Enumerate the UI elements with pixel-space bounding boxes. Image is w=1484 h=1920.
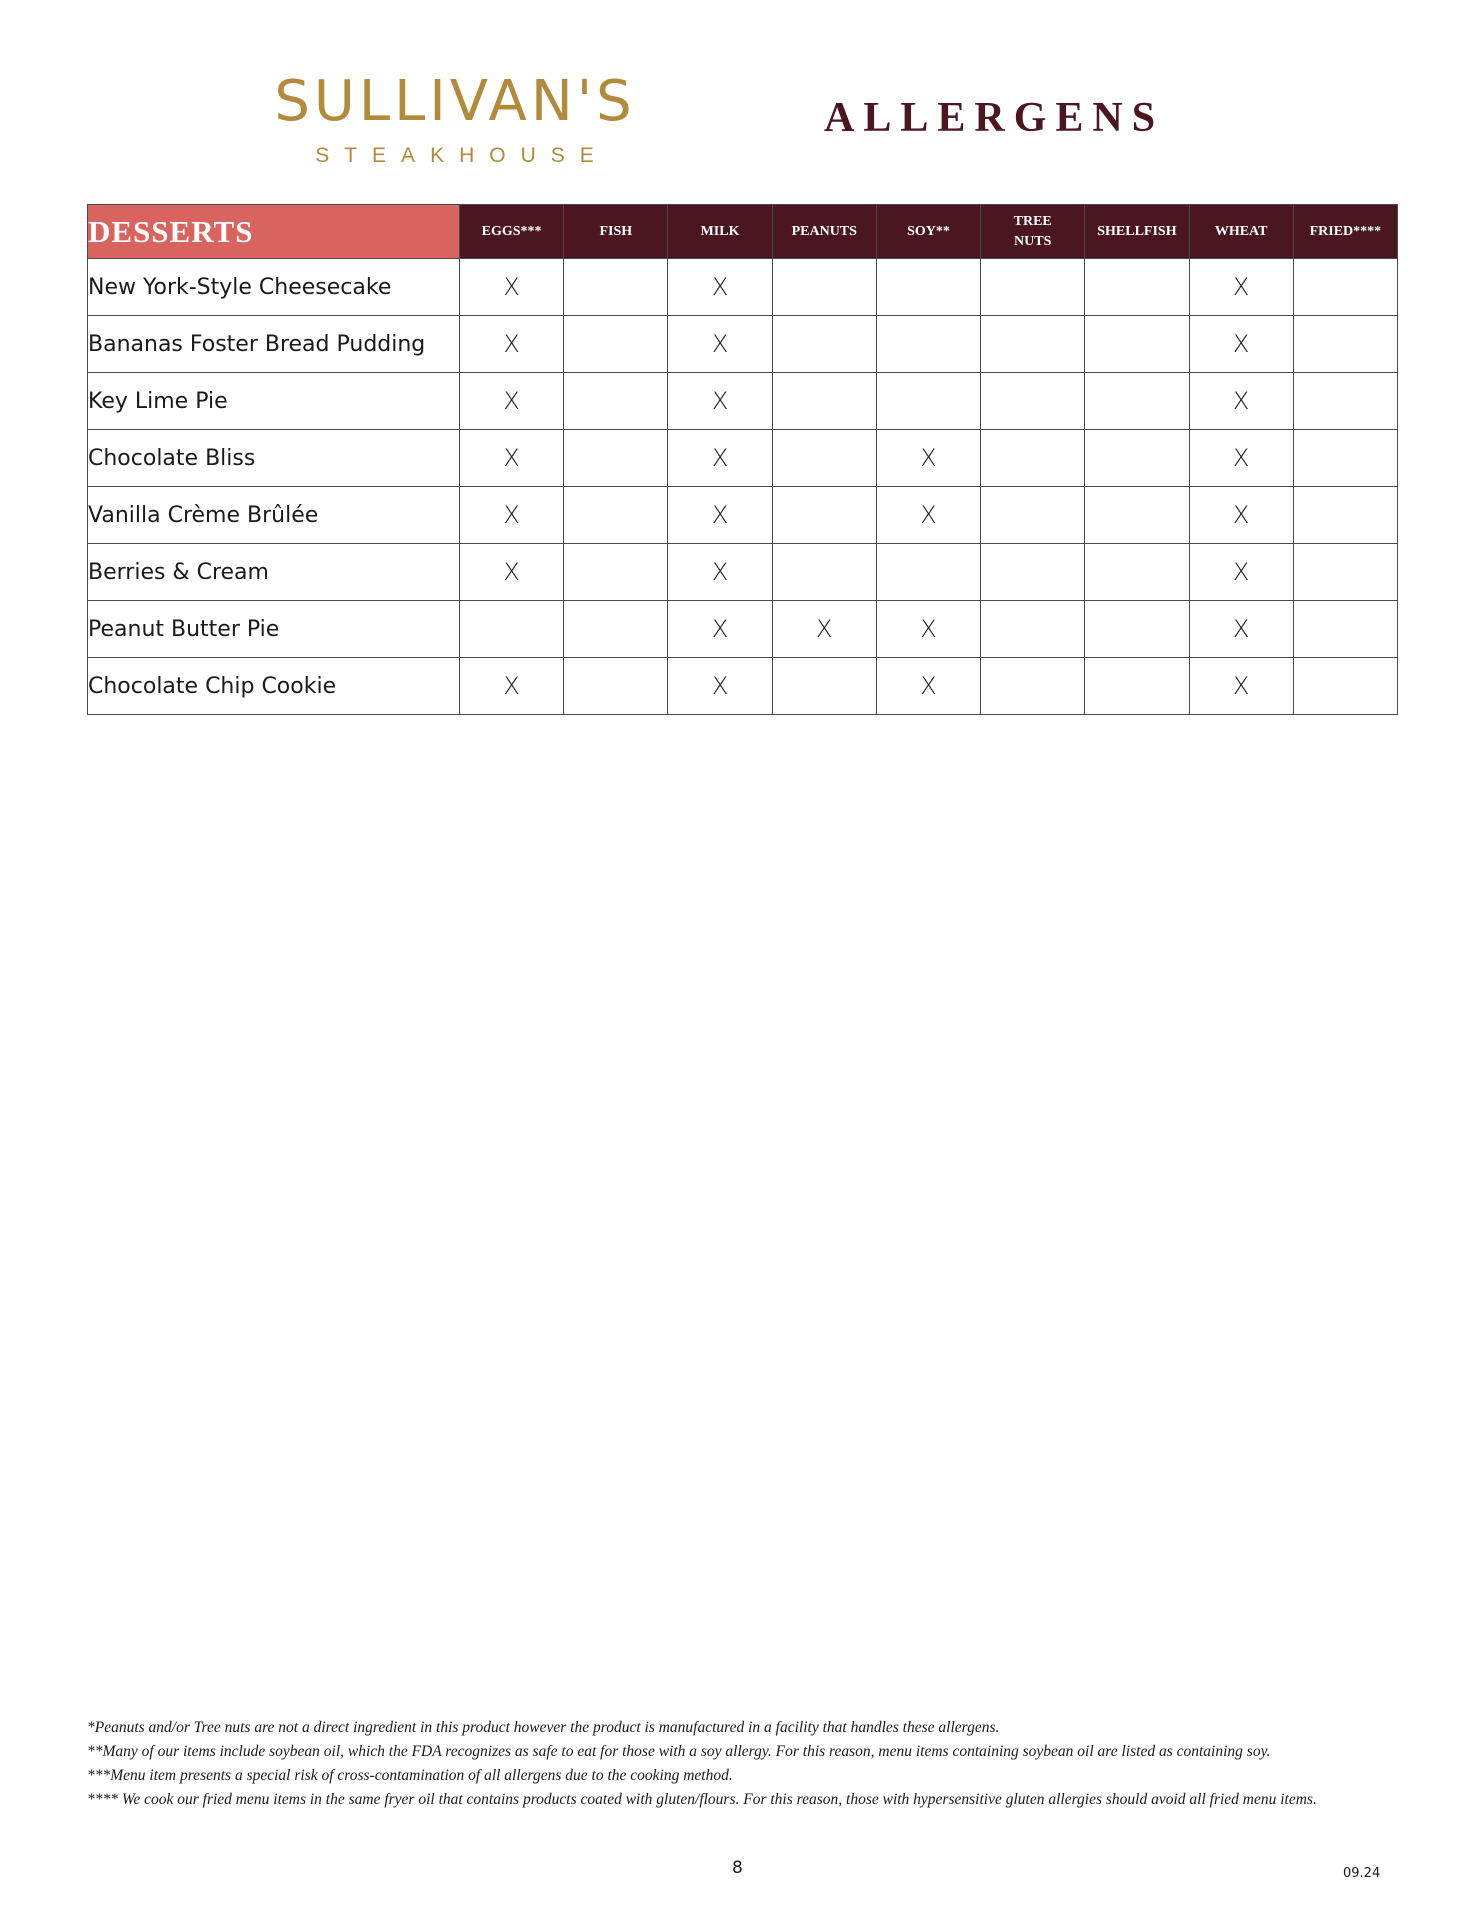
- footnotes: [87, 1718, 1407, 1814]
- allergen-mark-fish: [564, 658, 668, 715]
- logo-subtitle: STEAKHOUSE: [315, 144, 609, 167]
- allergen-mark-peanuts: [772, 316, 876, 373]
- allergen-mark-soy: X: [876, 430, 980, 487]
- allergen-mark-peanuts: X: [772, 601, 876, 658]
- allergen-mark-peanuts: [772, 544, 876, 601]
- allergen-mark-milk: X: [668, 316, 772, 373]
- allergen-mark-milk: X: [668, 544, 772, 601]
- allergen-mark-tree-nuts: [981, 487, 1085, 544]
- allergen-mark-fried: [1293, 430, 1397, 487]
- table-row: [88, 430, 1398, 487]
- table-row: [88, 601, 1398, 658]
- allergen-mark-wheat: X: [1189, 601, 1293, 658]
- allergen-mark-eggs: X: [460, 487, 564, 544]
- allergen-table: [87, 204, 1398, 715]
- allergen-mark-milk: X: [668, 430, 772, 487]
- column-header-fish: FISH: [564, 205, 668, 259]
- allergen-mark-soy: X: [876, 487, 980, 544]
- allergen-mark-peanuts: [772, 259, 876, 316]
- column-header-fried: FRIED****: [1293, 205, 1397, 259]
- allergen-mark-soy: X: [876, 601, 980, 658]
- allergen-mark-shellfish: [1085, 601, 1189, 658]
- allergen-mark-eggs: X: [460, 316, 564, 373]
- table-row: [88, 316, 1398, 373]
- dessert-name: Chocolate Chip Cookie: [88, 658, 460, 715]
- allergen-mark-peanuts: [772, 658, 876, 715]
- allergen-mark-milk: X: [668, 373, 772, 430]
- allergen-mark-milk: X: [668, 487, 772, 544]
- allergen-mark-eggs: X: [460, 658, 564, 715]
- allergen-mark-wheat: X: [1189, 316, 1293, 373]
- allergen-mark-tree-nuts: [981, 430, 1085, 487]
- footnote-soy: **Many of our items include soybean oil, which the FDA recognizes as safe to eat for those with a soy allergy. For this reason, menu items containing soybean oil are listed as containing soy.: [87, 1743, 1271, 1760]
- footnote-peanuts-tree-nuts: *Peanuts and/or Tree nuts are not a direct ingredient in this product however the product is manufactured in a facility that handles these allergens.: [87, 1719, 1000, 1736]
- allergen-mark-shellfish: [1085, 658, 1189, 715]
- allergen-mark-wheat: X: [1189, 430, 1293, 487]
- allergen-mark-wheat: X: [1189, 259, 1293, 316]
- allergen-mark-fried: [1293, 373, 1397, 430]
- allergen-mark-soy: [876, 373, 980, 430]
- document-date: 09.24: [1343, 1866, 1381, 1881]
- column-header-soy: SOY**: [876, 205, 980, 259]
- table-row: [88, 373, 1398, 430]
- allergen-mark-fish: [564, 601, 668, 658]
- allergen-mark-shellfish: [1085, 487, 1189, 544]
- column-header-eggs: EGGS***: [460, 205, 564, 259]
- page-title: ALLERGENS: [824, 95, 1165, 141]
- allergen-mark-eggs: X: [460, 259, 564, 316]
- allergen-mark-shellfish: [1085, 544, 1189, 601]
- allergen-mark-eggs: X: [460, 373, 564, 430]
- allergen-mark-eggs: X: [460, 544, 564, 601]
- footnote-fried: **** We cook our fried menu items in the same fryer oil that contains products coated with gluten/flours. For this reason, those with hypersensitive gluten allergies should avoid all fried menu items.: [87, 1791, 1317, 1808]
- allergen-mark-soy: X: [876, 658, 980, 715]
- allergen-mark-peanuts: [772, 430, 876, 487]
- allergen-mark-soy: [876, 544, 980, 601]
- allergen-mark-shellfish: [1085, 316, 1189, 373]
- allergen-mark-wheat: X: [1189, 487, 1293, 544]
- allergen-mark-tree-nuts: [981, 601, 1085, 658]
- footnote-cross-contamination: ***Menu item presents a special risk of cross-contamination of all allergens due to the cooking method.: [87, 1767, 733, 1784]
- allergen-mark-tree-nuts: [981, 259, 1085, 316]
- allergen-mark-fried: [1293, 259, 1397, 316]
- allergen-mark-milk: X: [668, 259, 772, 316]
- allergen-mark-peanuts: [772, 373, 876, 430]
- dessert-name: Key Lime Pie: [88, 373, 460, 430]
- allergen-mark-fried: [1293, 316, 1397, 373]
- dessert-name: Vanilla Crème Brûlée: [88, 487, 460, 544]
- table-header-row: [88, 205, 1398, 259]
- allergen-mark-fish: [564, 430, 668, 487]
- column-header-peanuts: PEANUTS: [772, 205, 876, 259]
- column-header-milk: MILK: [668, 205, 772, 259]
- column-header-wheat: WHEAT: [1189, 205, 1293, 259]
- allergen-mark-shellfish: [1085, 259, 1189, 316]
- dessert-name: Chocolate Bliss: [88, 430, 460, 487]
- allergen-mark-fried: [1293, 487, 1397, 544]
- allergen-mark-shellfish: [1085, 373, 1189, 430]
- column-header-tree-nuts: TREE NUTS: [981, 205, 1085, 259]
- allergen-mark-tree-nuts: [981, 658, 1085, 715]
- allergen-mark-milk: X: [668, 601, 772, 658]
- allergen-mark-soy: [876, 316, 980, 373]
- column-header-shellfish: SHELLFISH: [1085, 205, 1189, 259]
- page-number: 8: [732, 1858, 743, 1878]
- allergen-mark-fried: [1293, 658, 1397, 715]
- logo-wordmark: SULLIVAN'S: [274, 69, 636, 134]
- table-row: [88, 487, 1398, 544]
- allergen-mark-tree-nuts: [981, 316, 1085, 373]
- allergen-mark-soy: [876, 259, 980, 316]
- table-row: [88, 658, 1398, 715]
- allergen-mark-milk: X: [668, 658, 772, 715]
- allergen-mark-fish: [564, 544, 668, 601]
- table-row: [88, 544, 1398, 601]
- allergen-mark-fish: [564, 373, 668, 430]
- allergen-mark-shellfish: [1085, 430, 1189, 487]
- dessert-name: New York-Style Cheesecake: [88, 259, 460, 316]
- allergen-mark-fried: [1293, 544, 1397, 601]
- allergen-mark-eggs: X: [460, 430, 564, 487]
- allergen-mark-fried: [1293, 601, 1397, 658]
- allergen-mark-fish: [564, 487, 668, 544]
- allergen-mark-wheat: X: [1189, 658, 1293, 715]
- allergen-mark-peanuts: [772, 487, 876, 544]
- allergen-mark-fish: [564, 259, 668, 316]
- allergen-mark-tree-nuts: [981, 373, 1085, 430]
- dessert-name: Bananas Foster Bread Pudding: [88, 316, 460, 373]
- table-row: [88, 259, 1398, 316]
- sullivans-logo: [270, 69, 640, 168]
- section-title: DESSERTS: [88, 205, 460, 259]
- dessert-name: Peanut Butter Pie: [88, 601, 460, 658]
- dessert-name: Berries & Cream: [88, 544, 460, 601]
- allergen-mark-wheat: X: [1189, 544, 1293, 601]
- allergen-mark-eggs: [460, 601, 564, 658]
- allergen-mark-wheat: X: [1189, 373, 1293, 430]
- allergen-mark-tree-nuts: [981, 544, 1085, 601]
- allergen-mark-fish: [564, 316, 668, 373]
